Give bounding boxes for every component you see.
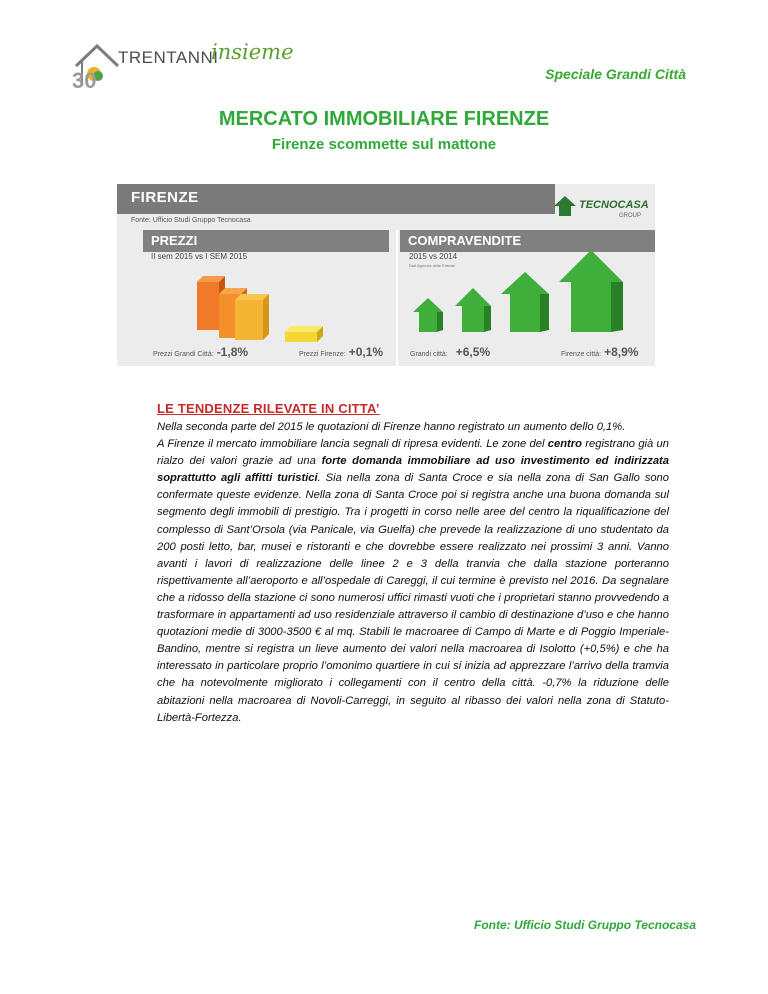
price-bar-1 — [197, 282, 219, 330]
p2-b: centro — [547, 438, 582, 451]
page-title: MERCATO IMMOBILIARE FIRENZE — [218, 108, 550, 130]
price-bar-3-side — [263, 294, 269, 340]
prices-heading: PREZZI — [143, 230, 389, 252]
tecnocasa-brand: TECNOCASA — [579, 199, 649, 211]
price-bar-4 — [285, 332, 317, 342]
infographic-city: FIRENZE — [131, 189, 199, 206]
infographic-source: Fonte: Ufficio Studi Gruppo Tecnocasa — [131, 217, 251, 224]
logo-text: TRENTANNI — [118, 48, 219, 67]
tecnocasa-group: GROUP — [618, 213, 641, 219]
house-icon-3 — [501, 272, 549, 332]
sales-houses — [403, 242, 653, 342]
sales-big-cities-value: +6,5% — [455, 345, 491, 359]
tecnocasa-house-icon — [553, 194, 577, 218]
sales-note: Dati Agenzia delle Entrate — [409, 263, 456, 268]
prices-bars — [177, 262, 397, 352]
prices-city — [299, 345, 383, 359]
p2-c: registrano già un rialzo dei valori grazie ad una — [157, 438, 669, 468]
logo-number: 30 — [72, 68, 97, 93]
infographic — [117, 184, 655, 366]
special-label: Speciale Grandi Città — [545, 66, 686, 82]
paragraph-1: Nella seconda parte del 2015 le quotazioni di Firenze hanno registrato un aumento dello 0,1%. — [157, 421, 626, 433]
logo-script: insieme — [211, 40, 294, 64]
prices-big-cities-label: Prezzi Grandi Città: — [153, 351, 214, 358]
price-bar-3 — [235, 300, 263, 340]
sales-city — [561, 345, 638, 359]
paragraph-2 — [157, 436, 669, 727]
house-icon-1 — [413, 298, 443, 332]
prices-city-value: +0,1% — [348, 345, 384, 359]
tecnocasa-logo — [553, 190, 649, 226]
sales-city-value: +8,9% — [604, 345, 639, 359]
p2-d: forte domanda immobiliare ad uso investimento ed indirizzata soprattutto agli affitti turistici — [157, 455, 669, 485]
section-heading: LE TENDENZE RILEVATE IN CITTA’ — [157, 401, 380, 416]
footer-source: Fonte: Ufficio Studi Gruppo Tecnocasa — [473, 918, 696, 932]
p2-e: . Sia nella zona di Santa Croce e sia nella zona di San Gallo sono confermate queste evidenze. Nella zona di Santa Croce poi si registra anche una buona domanda sul segmento degli immobili di prestigio. Tra i progetti in corso nelle aree del centro la riqualificazione del complesso di Sant’Orsola (via Panicale, via Guelfa) che prevede la realizzazione di uno studentato da 200 posti letto, bar, musei e ristoranti e che dovrebbe essere realizzato nei prossimi 3 anni. Vanno avanti i lavori di realizzazione delle linee 2 e 3 della tranvia che dalla stazione porteranno rispettivamente all’aeroporto e all’ospedale di Careggi, il cui termine è previsto nel 2016. Da segnalare che a ridosso della stazione ci sono numerosi uffici rimasti vuoti che i proprietari stanno provvedendo a trasformare in appartamenti ad uso residenziale attraverso il cambio di destinazione d’uso e che hanno quotazioni medie di 3000-3500 € al mq. Stabili le macroaree di Campo di Marte e di Poggio Imperiale-Bandino, mentre si registra un lieve aumento dei valori nella macroarea di Isolotto (+0,5%) e che ha interessato in particolare proprio l’omonimo quartiere in cui si inizia ad apprezzare l’arrivo della tramvia che ha notevolmente migliorato i collegamenti con il centro della città. -0,7% la riduzione delle abitazioni nella macroarea di Novoli-Carreggi, in seguito al ribasso dei valori nella zona di Statuto-Libertà-Fortezza. — [157, 472, 669, 724]
prices-big-cities — [153, 345, 248, 359]
panel-divider — [396, 230, 398, 366]
trentanni-logo — [72, 40, 312, 100]
page-subtitle: Firenze scommette sul mattone — [271, 136, 497, 153]
sales-big-cities-label: Grandi città: — [410, 351, 448, 358]
price-bar-4-top — [285, 326, 323, 332]
prices-period: II sem 2015 vs I SEM 2015 — [151, 252, 248, 261]
p2-a: A Firenze il mercato immobiliare lancia segnali di ripresa evidenti. Le zone del — [157, 438, 548, 451]
body-text — [157, 419, 669, 727]
prices-city-label: Prezzi Firenze: — [299, 351, 346, 358]
sales-city-label: Firenze città: — [561, 351, 602, 358]
house-icon-4 — [559, 250, 623, 332]
sales-big-cities — [410, 345, 490, 359]
sales-heading: COMPRAVENDITE — [400, 230, 655, 252]
house-icon-2 — [455, 288, 491, 332]
sales-period: 2015 vs 2014 — [409, 252, 458, 261]
prices-big-cities-value: -1,8% — [216, 345, 249, 359]
